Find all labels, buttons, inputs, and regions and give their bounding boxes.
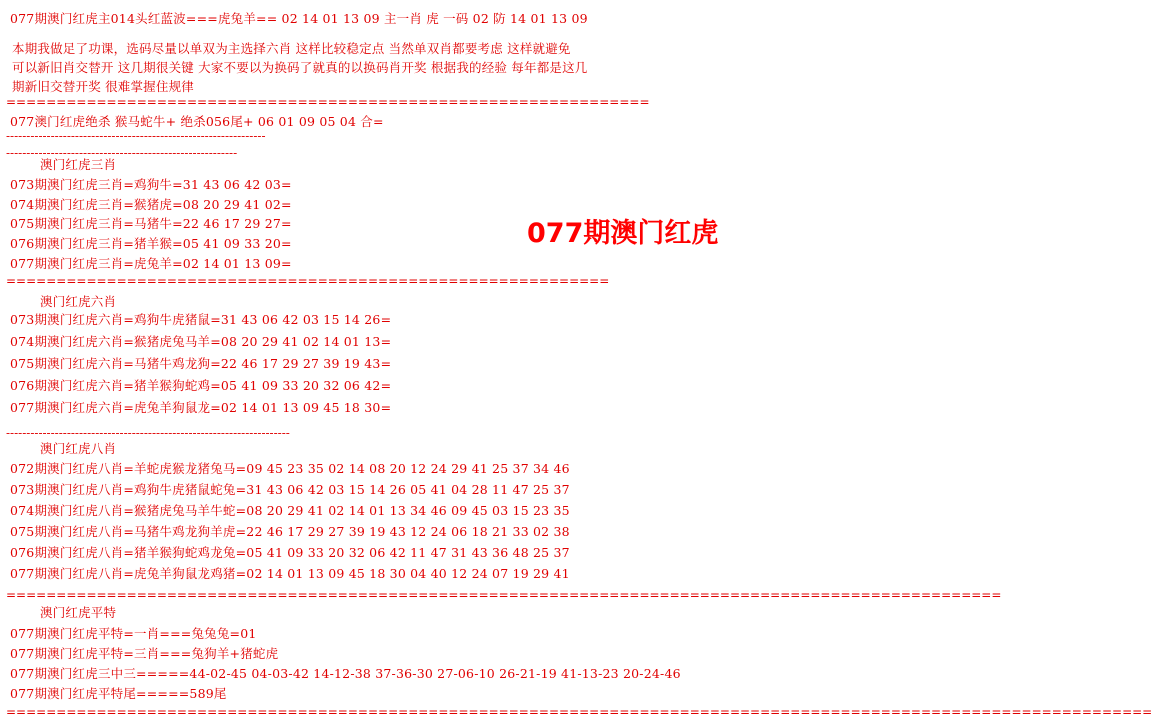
list-item: 074期澳门红虎六肖=猴猪虎兔马羊=08 20 29 41 02 14 01 13= (10, 334, 392, 349)
intro-line-3: 期新旧交替开奖 很难掌握住规律 (12, 79, 194, 94)
intro-line-2: 可以新旧肖交替开 这几期很关键 大家不要以为换码了就真的以换码肖开奖 根据我的经验 每年都是这几 (12, 60, 588, 75)
list-item: 077期澳门红虎平特尾=====589尾 (10, 686, 227, 701)
list-item: 072期澳门红虎八肖=羊蛇虎猴龙猪兔马=09 45 23 35 02 14 08 20 12 24 29 41 25 37 34 46 (10, 461, 570, 476)
list-item: 073期澳门红虎三肖=鸡狗牛=31 43 06 42 03= (10, 177, 292, 192)
list-item: 075期澳门红虎八肖=马猪牛鸡龙狗羊虎=22 46 17 29 27 39 19 43 12 24 06 18 21 33 02 38 (10, 524, 570, 539)
list-item: 077期澳门红虎三肖=虎兔羊=02 14 01 13 09= (10, 256, 292, 271)
list-item: 077期澳门红虎三中三=====44-02-45 04-03-42 14-12-38 37-36-30 27-06-10 26-21-19 41-13-23 20-24-46 (10, 666, 681, 681)
list-item: 073期澳门红虎八肖=鸡狗牛虎猪鼠蛇兔=31 43 06 42 03 15 14 26 05 41 04 28 11 47 25 37 (10, 482, 570, 497)
list-item: 076期澳门红虎八肖=猪羊猴狗蛇鸡龙兔=05 41 09 33 20 32 06 42 11 47 31 43 36 48 25 37 (10, 545, 570, 560)
section-title-six: 澳门红虎六肖 (40, 294, 117, 309)
separator: ============================================================ (6, 274, 610, 288)
separator: ================================================================================================================== (6, 705, 1152, 719)
list-item: 076期澳门红虎六肖=猪羊猴狗蛇鸡=05 41 09 33 20 32 06 42= (10, 378, 392, 393)
banner-title: 077期澳门红虎 (527, 218, 719, 249)
list-item: 076期澳门红虎三肖=猪羊猴=05 41 09 33 20= (10, 236, 292, 251)
list-item: 075期澳门红虎三肖=马猪牛=22 46 17 29 27= (10, 216, 292, 231)
section-title-three: 澳门红虎三肖 (40, 157, 117, 172)
section-title-special: 澳门红虎平特 (40, 605, 117, 620)
list-item: 077期澳门红虎平特=一肖===兔兔兔=01 (10, 626, 257, 641)
list-item: 077期澳门红虎六肖=虎兔羊狗鼠龙=02 14 01 13 09 45 18 30= (10, 400, 392, 415)
list-item: 075期澳门红虎六肖=马猪牛鸡龙狗=22 46 17 29 27 39 19 43= (10, 356, 392, 371)
intro-line-1: 本期我做足了功课，选码尽量以单双为主选择六肖 这样比较稳定点 当然单双肖都要考虑 这样就避免 (12, 41, 571, 56)
separator: --------------------------------------------------------- (6, 146, 238, 160)
list-item: 074期澳门红虎三肖=猴猪虎=08 20 29 41 02= (10, 197, 292, 212)
section-title-eight: 澳门红虎八肖 (40, 441, 117, 456)
kill-line: 077澳门红虎绝杀 猴马蛇牛+ 绝杀056尾+ 06 01 09 05 04 合= (10, 114, 384, 129)
list-item: 073期澳门红虎六肖=鸡狗牛虎猪鼠=31 43 06 42 03 15 14 26= (10, 312, 392, 327)
list-item: 077期澳门红虎平特=三肖===兔狗羊+猪蛇虎 (10, 646, 279, 661)
separator: ---------------------------------------------------------------- (6, 129, 266, 143)
header-line: 077期澳门红虎主014头红蓝波===虎兔羊== 02 14 01 13 09 主一肖 虎 一码 02 防 14 01 13 09 (10, 11, 588, 26)
list-item: 074期澳门红虎八肖=猴猪虎兔马羊牛蛇=08 20 29 41 02 14 01 13 34 46 09 45 03 15 23 35 (10, 503, 570, 518)
list-item: 077期澳门红虎八肖=虎兔羊狗鼠龙鸡猪=02 14 01 13 09 45 18 30 04 40 12 24 07 19 29 41 (10, 566, 570, 581)
separator: =================================================================================================== (6, 588, 1002, 602)
separator: ================================================================ (6, 95, 650, 109)
separator: ---------------------------------------------------------------------- (6, 426, 290, 440)
